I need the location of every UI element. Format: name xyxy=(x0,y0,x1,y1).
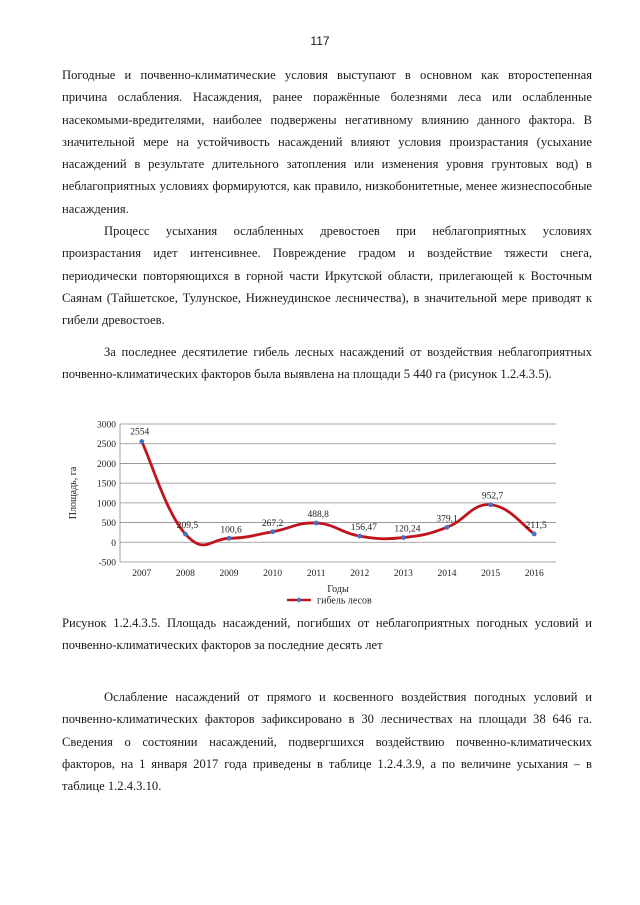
data-point xyxy=(314,521,319,526)
y-tick-label: -500 xyxy=(98,558,116,569)
paragraph-3: За последнее десятилетие гибель лесных насаждений от воздействия неблагоприятных почвенно-климатических факторов была выявлена на площади 5 440 га (рисунок 1.2.4.3.5). xyxy=(62,345,592,382)
data-label: 211,5 xyxy=(525,520,547,531)
x-tick-label: 2016 xyxy=(524,569,544,579)
x-tick-label: 2012 xyxy=(350,569,370,579)
data-label: 267,2 xyxy=(261,518,284,529)
y-tick-label: 0 xyxy=(111,538,116,549)
page-number: 117 xyxy=(310,34,330,48)
paragraph-2: Процесс усыхания ослабленных древостоев при неблагоприятных условиях произрастания идет интенсивнее. Повреждение градом и воздействие тяжести снега, периодически повторяющихся в горной части Иркутской области, прилегающей к Восточным Саянам (Тайшетское, Тулунское, Нижнеудинское лесничества), в значительной мере приводят к гибели древостоев. xyxy=(62,224,592,328)
data-point xyxy=(183,532,188,537)
paragraph-4: Ослабление насаждений от прямого и косвенного воздействия погодных условий и почвенно-климатических факторов зафиксировано в 30 лесничествах на площади 38 646 га. Сведения о состоянии насаждений, подвергшихся воздействию почвенно-климатических факторов, на 1 января 2017 года приведены в таблице 1.2.4.3.9, а по величине усыхания – в таблице 1.2.4.3.10. xyxy=(62,690,592,794)
legend-marker-swatch xyxy=(297,598,301,602)
data-label: 209,5 xyxy=(176,521,199,532)
y-tick-label: 500 xyxy=(101,519,116,530)
area-chart-figure xyxy=(62,410,592,607)
data-point xyxy=(139,439,144,444)
data-label: 120,24 xyxy=(394,524,421,535)
data-label: 100,6 xyxy=(220,525,242,536)
y-tick-label: 2500 xyxy=(97,440,116,451)
x-tick-label: 2013 xyxy=(393,569,413,579)
x-tick-label: 2011 xyxy=(306,569,326,579)
y-axis-title: Площадь, га xyxy=(68,466,79,520)
x-axis-title: Годы xyxy=(327,584,349,595)
y-tick-label: 1500 xyxy=(97,479,116,490)
x-tick-label: 2010 xyxy=(263,569,283,579)
y-tick-label: 3000 xyxy=(97,420,116,431)
y-tick-label: 1000 xyxy=(97,499,116,510)
data-label: 379,1 xyxy=(436,514,458,525)
data-point xyxy=(270,529,275,534)
data-point xyxy=(488,502,493,507)
paragraph-1: Погодные и почвенно-климатические условия выступают в основном как второстепенная причина ослабления. Насаждения, ранее поражённые болезнями леса или ослабленные насекомыми-вредителями, наиболее подвержены негативному влиянию данного фактора. В значительной мере на устойчивость насаждений влияют условия произрастания (усыхание насаждений в результате длительного затопления или изменения уровня грунтовых вод) в неблагоприятных условиях формируются, как правило, низкобонитетные, менее жизнеспособные насаждения. xyxy=(62,68,592,216)
x-tick-label: 2007 xyxy=(132,569,152,579)
y-tick-label: 2000 xyxy=(97,459,116,470)
data-point xyxy=(357,534,362,539)
data-point xyxy=(227,536,232,541)
x-tick-label: 2009 xyxy=(219,569,239,579)
data-label: 952,7 xyxy=(481,491,504,502)
legend-label: гибель лесов xyxy=(317,595,372,607)
data-point xyxy=(445,525,450,530)
figure-caption: Рисунок 1.2.4.3.5. Площадь насаждений, погибших от неблагоприятных погодных условий и почвенно-климатических факторов за последние десять лет xyxy=(62,616,592,653)
x-tick-label: 2008 xyxy=(175,569,195,579)
x-tick-label: 2014 xyxy=(437,569,457,579)
data-label: 488,8 xyxy=(307,510,329,521)
data-label: 156,47 xyxy=(350,523,377,534)
x-tick-label: 2015 xyxy=(481,569,501,579)
data-label: 2554 xyxy=(130,427,150,438)
data-point xyxy=(532,532,537,537)
data-point xyxy=(401,535,406,540)
series-line-gibel-lesov xyxy=(142,442,534,545)
